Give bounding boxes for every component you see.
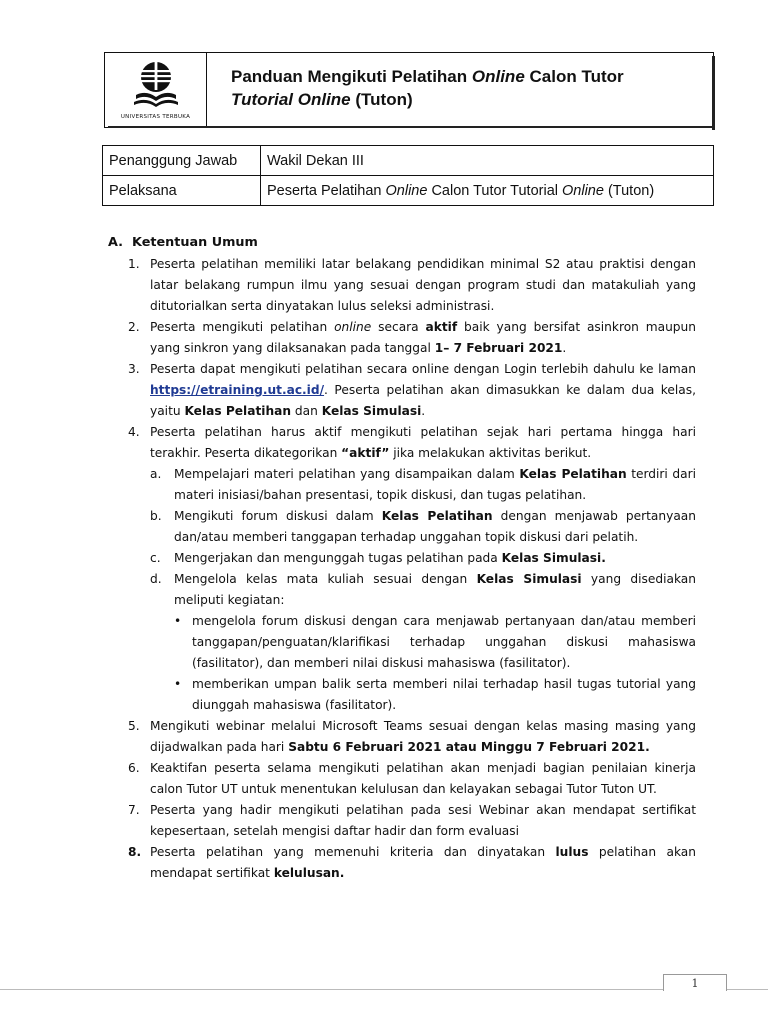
table-row: [103, 146, 714, 176]
list-item-1: 1. Peserta pelatihan memiliki latar belakang pendidikan minimal S2 atau praktisi dengan latar belakang rumpun ilmu yang sesuai dengan program studi dan matakuliah yang ditutorialkan serta dinyatakan lulus seleksi administrasi.: [128, 257, 696, 313]
document-body: [104, 230, 696, 884]
list-item-6: 6. Keaktifan peserta selama mengikuti pelatihan akan menjadi bagian penilaian kinerja calon Tutor UT untuk menentukan kelulusan dan kelayakan sebagai Tutor Tuton UT.: [128, 761, 696, 796]
list-item-7: 7. Peserta yang hadir mengikuti pelatihan pada sesi Webinar akan mendapat sertifikat kepesertaan, setelah mengisi daftar hadir dan form evaluasi: [128, 803, 696, 838]
bullet-item-2: • memberikan umpan balik serta memberi nilai terhadap hasil tugas tutorial yang diunggah mahasiswa (fasilitator).: [104, 674, 696, 716]
ut-logo-icon: [130, 61, 182, 111]
etraining-link[interactable]: https://etraining.ut.ac.id/: [150, 383, 325, 397]
header-shadow: [712, 56, 715, 130]
sub-item-c: c. Mengerjakan dan mengunggah tugas pelatihan pada Kelas Simulasi.: [150, 551, 606, 565]
bullet-item-1: • mengelola forum diskusi dengan cara menjawab pertanyaan dan/atau memberi tanggapan/penguatan/klarifikasi terhadap unggahan diskusi mahasiswa (fasilitator), dan memberi nilai diskusi mahasiswa (fasilitator).: [104, 611, 696, 674]
document-header: [104, 52, 714, 128]
row-value-penanggung-jawab: Wakil Dekan III: [261, 146, 714, 176]
header-shadow-bottom: [108, 126, 715, 128]
info-table: [102, 145, 714, 206]
bullet-icon: •: [174, 614, 182, 628]
list-item-3: 3. Peserta dapat mengikuti pelatihan secara online dengan Login terlebih dahulu ke laman https://etraining.ut.ac.id/. Peserta pelatihan akan dimasukkan ke dalam dua kelas, yaitu Kelas Pelatihan dan Kelas Simulasi.: [128, 362, 696, 418]
list-item-4: 4. Peserta pelatihan harus aktif mengikuti pelatihan sejak hari pertama hingga hari terakhir. Peserta dikategorikan “aktif” jika melakukan aktivitas berikut.: [128, 425, 696, 460]
sub-item-b: b. Mengikuti forum diskusi dalam Kelas Pelatihan dengan menjawab pertanyaan dan/atau memberi tanggapan terhadap unggahan topik diskusi dari pelatih.: [150, 509, 696, 544]
sub-item-d: d. Mengelola kelas mata kuliah sesuai dengan Kelas Simulasi yang disediakan meliputi kegiatan:: [150, 572, 696, 607]
document-title: Panduan Mengikuti Pelatihan Online Calon Tutor Tutorial Online (Tuton): [231, 67, 624, 109]
logo-cell: [105, 53, 207, 127]
list-item-5: 5. Mengikuti webinar melalui Microsoft Teams sesuai dengan kelas masing masing yang dijadwalkan pada hari Sabtu 6 Februari 2021 atau Minggu 7 Februari 2021.: [128, 719, 696, 754]
row-key-penanggung-jawab: Penanggung Jawab: [103, 146, 261, 176]
page-footer-rule: [0, 989, 768, 990]
page-number: 1: [663, 974, 727, 991]
table-row: [103, 176, 714, 206]
section-heading: A. Ketentuan Umum: [108, 235, 258, 250]
logo-caption: UNIVERSITAS TERBUKA: [120, 113, 191, 120]
list-item-8: 8. Peserta pelatihan yang memenuhi kriteria dan dinyatakan lulus pelatihan akan mendapat sertifikat kelulusan.: [128, 845, 696, 880]
list-item-2: 2. Peserta mengikuti pelatihan online secara aktif baik yang bersifat asinkron maupun yang sinkron yang dilaksanakan pada tanggal 1– 7 Februari 2021.: [128, 320, 696, 355]
row-key-pelaksana: Pelaksana: [103, 176, 261, 206]
bullet-icon: •: [174, 677, 182, 691]
sub-item-a: a. Mempelajari materi pelatihan yang disampaikan dalam Kelas Pelatihan terdiri dari materi inisiasi/bahan presentasi, topik diskusi, dan tugas pelatihan.: [150, 467, 696, 502]
row-value-pelaksana: Peserta Pelatihan Online Calon Tutor Tutorial Online (Tuton): [261, 176, 714, 206]
